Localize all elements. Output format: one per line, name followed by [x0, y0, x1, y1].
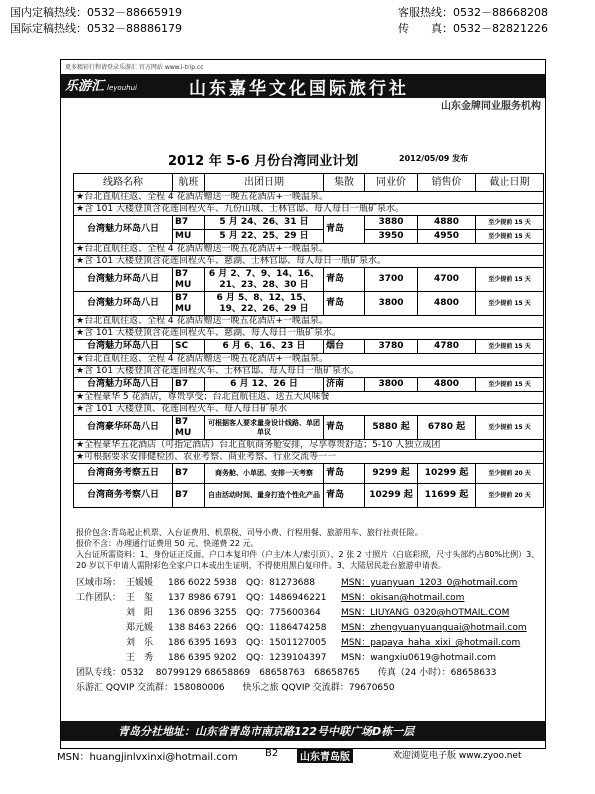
contact-phone: 137 8986 6791: [168, 593, 237, 603]
gathering-city: 济南: [324, 378, 365, 392]
departure-dates: 6 月 2、7、9、14、16、21、23、28、30 日: [205, 268, 324, 292]
table-row: [74, 464, 544, 484]
note-row: ★含 101 大楼登顶、花莲回程火车、每人每日矿泉水: [74, 404, 544, 416]
page-title: 2012 年 5-6 月份台湾同业计划: [168, 154, 359, 169]
deadline: 至少提前 15 天: [476, 416, 544, 440]
contact-name: 王 玺: [126, 593, 154, 603]
contact-name: 王媛媛: [126, 578, 154, 588]
deadline: 至少提前 15 天: [476, 230, 544, 244]
contact-msn[interactable]: MSN：papaya_haha_xixi_@hotmail.com: [341, 638, 521, 648]
contact-msn[interactable]: MSN：wangxiu0619@hotmail.com: [341, 653, 497, 663]
deadline: 至少提前 15 天: [476, 268, 544, 292]
contact-qq: QQ：1486946221: [246, 593, 327, 603]
table-row: [74, 216, 544, 230]
note-row: ★含 101 大楼登顶含花莲回程火车、慈湖、每人每日一瓶矿泉水。: [74, 328, 544, 340]
flight: B7: [173, 464, 205, 484]
contact-msn[interactable]: MSN：okisan@hotmail.com: [341, 593, 465, 603]
fax-number: 0532－82821226: [453, 22, 548, 35]
banner-tagline: 更多精彩行程请登录乐游汇 官方网站 www.i-trip.cc: [65, 64, 204, 71]
flight: MU: [173, 230, 205, 244]
note-row: ★台北直航往返、全程 4 花酒店赠送一晚五花酒店+一晚温泉。: [74, 316, 544, 328]
gathering-city: 青岛: [324, 464, 365, 484]
contact-phone: 186 6022 5938: [168, 578, 237, 588]
deadline: 至少提前 15 天: [476, 292, 544, 316]
sale-price: 4800: [418, 378, 476, 392]
gathering-city: 青岛: [324, 268, 365, 292]
peer-price: 5880 起: [365, 416, 418, 440]
note-row: ★全程豪华 5 花酒店，尊贵享受；台北直航往返、送五大风味餐: [74, 392, 544, 404]
route-name: 台湾商务考察八日: [74, 484, 173, 508]
contact-qq: QQ：1239104397: [246, 653, 327, 663]
peer-price: 3950: [365, 230, 418, 244]
deadline: 至少提前 15 天: [476, 378, 544, 392]
tour-table: [73, 173, 544, 508]
contact-qq: QQ：1186474258: [246, 623, 327, 633]
note-row: ★含 101 大楼登顶含花莲回程火车、九份山城、士林官邸、每人每日一瓶矿泉水。: [74, 204, 544, 216]
contact-name: 刘 乐: [126, 638, 154, 648]
flight: B7 MU: [173, 292, 205, 316]
contact-msn[interactable]: MSN：zhengyuanyuanguai@hotmail.com: [341, 623, 527, 633]
sale-price: 10299 起: [418, 464, 476, 484]
deadline: 至少提前 15 天: [476, 340, 544, 354]
contact-qq: QQ：775600364: [246, 608, 321, 618]
service-hotline: 0532－88668208: [453, 6, 548, 19]
price-excludes: 报价不含：办理通行证费用 50 元、快递费 22 元。: [76, 539, 259, 548]
contact-phone: 186 6395 9202: [168, 653, 237, 663]
note-row: ★含 101 大楼登顶含花莲回程火车、士林官邸、每人每日一瓶矿泉水。: [74, 366, 544, 378]
publish-date: 2012/05/09 发布: [399, 154, 469, 163]
page-footer: [0, 748, 595, 766]
col-sale-price: 销售价: [418, 174, 476, 192]
sale-price: 6780 起: [418, 416, 476, 440]
sale-price: 4800: [418, 292, 476, 316]
col-deadline: 截止日期: [476, 174, 544, 192]
gathering-city: 青岛: [324, 416, 365, 440]
contact-row: [76, 621, 541, 636]
route-name: 台湾魅力环岛八日: [74, 378, 173, 392]
company-name: 山东嘉华文化国际旅行社: [189, 79, 409, 99]
gathering-city: 青岛: [324, 216, 365, 244]
leyouhui-logo: 乐游汇 leyouhui: [65, 79, 137, 94]
route-name: 台湾商务考察五日: [74, 464, 173, 484]
col-route: 线路名称: [74, 174, 173, 192]
intl-hotline-label: 国际定稿热线：: [10, 22, 87, 35]
flight: B7: [173, 378, 205, 392]
sale-price: 4950: [418, 230, 476, 244]
table-row: [74, 292, 544, 316]
departure-dates: 6 月 12、26 日: [205, 378, 324, 392]
service-hotline-label: 客服热线：: [398, 6, 453, 19]
fax-label: 传 真：: [398, 22, 453, 35]
contact-row: 工作团队： 王 玺 137 8986 6791 QQ：1486946221 MSN：okisan@hotmail.com: [76, 591, 541, 606]
contact-row: [76, 651, 541, 666]
route-name: 台湾魅力环岛八日: [74, 292, 173, 316]
deadline: 至少提前 15 天: [476, 216, 544, 230]
visa-requirements: 入台证所需资料：1、身份证正反面、户口本复印件（户主/本人/索引页）、2 张 2 寸照片（白底彩照，尺寸头部约占80%比例）3、20 岁以下申请人需附彩色全家户口本或出生证明，不得使用黑白复印件。3、大陆居民赴台旅游申请表。: [76, 550, 540, 570]
gathering-city: 青岛: [324, 484, 365, 508]
gathering-city: 青岛: [324, 292, 365, 316]
deadline: 至少提前 20 天: [476, 464, 544, 484]
table-row: [74, 416, 544, 440]
sale-price: 11699 起: [418, 484, 476, 508]
departure-dates: 5 月 22、25、29 日: [205, 230, 324, 244]
col-peer-price: 同业价: [365, 174, 418, 192]
intl-hotline: 0532－88886179: [87, 22, 182, 35]
contact-row: [76, 606, 541, 621]
domestic-hotline: 0532－88665919: [87, 6, 182, 19]
flight: B7 MU: [173, 268, 205, 292]
flight: B7: [173, 216, 205, 230]
branch-address: 青岛分社地址：山东省青岛市南京路122号中联广场D栋一层: [118, 725, 415, 738]
flight: SC: [173, 340, 205, 354]
departure-dates: 6 月 5、8、12、15、19、22、26、29 日: [205, 292, 324, 316]
contact-name: 郑元媛: [126, 623, 154, 633]
contact-phone: 136 0896 3255: [168, 608, 237, 618]
banner-subtitle: 山东金牌同业服务机构: [441, 101, 541, 112]
departure-dates: 商务舱、小单团、安排一天考察: [205, 464, 324, 484]
route-name: 台湾魅力环岛八日: [74, 340, 173, 354]
col-dates: 出团日期: [205, 174, 324, 192]
note-row: ★台北直航往返、全程 4 花酒店赠送一晚五花酒店+一晚温泉。: [74, 354, 544, 366]
peer-price: 10299 起: [365, 484, 418, 508]
peer-price: 3700: [365, 268, 418, 292]
note-row: ★可根据要求安排健检团、农业考察、商业考察、行业交流等一一: [74, 452, 544, 464]
page-number: B2: [265, 748, 279, 759]
footer-msn: MSN：huangjinlvxinxi@hotmail.com: [57, 752, 238, 763]
note-row: ★台北直航往返、全程 4 花酒店赠送一晚五花酒店+一晚温泉。: [74, 192, 544, 204]
flight: B7 MU: [173, 416, 205, 440]
website-link[interactable]: 欢迎浏览电子版 www.zyoo.net: [393, 751, 522, 761]
peer-price: 9299 起: [365, 464, 418, 484]
peer-price: 3800: [365, 378, 418, 392]
sale-price: 4780: [418, 340, 476, 354]
table-row: [74, 268, 544, 292]
note-row: ★台北直航往返、全程 4 花酒店赠送一晚五花酒店+一晚温泉。: [74, 244, 544, 256]
departure-dates: 可根据客人要求量身设计线路、单团单议: [205, 416, 324, 440]
peer-price: 3880: [365, 216, 418, 230]
table-header-row: [74, 174, 544, 192]
table-row: [74, 378, 544, 392]
edition-badge: 山东青岛版: [297, 748, 353, 763]
domestic-hotline-label: 国内定稿热线：: [10, 6, 87, 19]
flight: B7: [173, 484, 205, 508]
hotlines-header: [10, 5, 585, 41]
qq-group-row: 乐游汇 QQVIP 交流群：158080006 快乐之旅 QQVIP 交流群：79670650: [76, 683, 395, 693]
col-flight: 航班: [173, 174, 205, 192]
peer-price: 3780: [365, 340, 418, 354]
team-phone-row: 团队专线：0532 80799129 68658869 68658763 68658765 传真（24 小时）：68658633: [76, 668, 497, 678]
contact-name: 刘 阳: [126, 608, 154, 618]
note-row: ★含 101 大楼登顶含花莲回程火车、慈湖、士林官邸、每人每日一瓶矿泉水。: [74, 256, 544, 268]
contact-phone: 186 6395 1693: [168, 638, 237, 648]
departure-dates: 6 月 6、16、23 日: [205, 340, 324, 354]
departure-dates: 5 月 24、26、31 日: [205, 216, 324, 230]
company-banner: [61, 60, 545, 112]
contact-qq: QQ：81273688: [246, 578, 315, 588]
contact-msn[interactable]: MSN：yuanyuan_1203_0@hotmail.com: [341, 578, 518, 588]
route-name: 台湾魅力环岛八日: [74, 216, 173, 244]
gathering-city: 烟台: [324, 340, 365, 354]
route-name: 台湾豪华环岛八日: [74, 416, 173, 440]
departure-dates: 自由活动时间、量身打造个性化产品: [205, 484, 324, 508]
contact-list: [76, 576, 541, 696]
sale-price: 4700: [418, 268, 476, 292]
peer-price: 3800: [365, 292, 418, 316]
contact-row: 区域市场： 王媛媛 186 6022 5938 QQ：81273688 MSN：yuanyuan_1203_0@hotmail.com: [76, 576, 541, 591]
note-row: ★全程豪华五花酒店（可指定酒店）台北直航商务舱安排，尽享尊贵舒适；5-10 人独立成团: [74, 440, 544, 452]
contact-phone: 138 8463 2266: [168, 623, 237, 633]
price-includes: 报价包含:青岛起止机票、入台证费用、机票税、司导小费、行程用餐、旅游用车、旅行社责任险。: [76, 528, 423, 537]
table-row: [74, 484, 544, 508]
col-city: 集散: [324, 174, 365, 192]
deadline: 至少提前 20 天: [476, 484, 544, 508]
contact-msn[interactable]: MSN：LIUYANG_0320@hOTMAIL.COM: [341, 608, 510, 618]
contact-qq: QQ：1501127005: [246, 638, 327, 648]
contact-row: [76, 636, 541, 651]
contact-name: 王 秀: [126, 653, 154, 663]
table-row: [74, 340, 544, 354]
sale-price: 4880: [418, 216, 476, 230]
route-name: 台湾魅力环岛八日: [74, 268, 173, 292]
